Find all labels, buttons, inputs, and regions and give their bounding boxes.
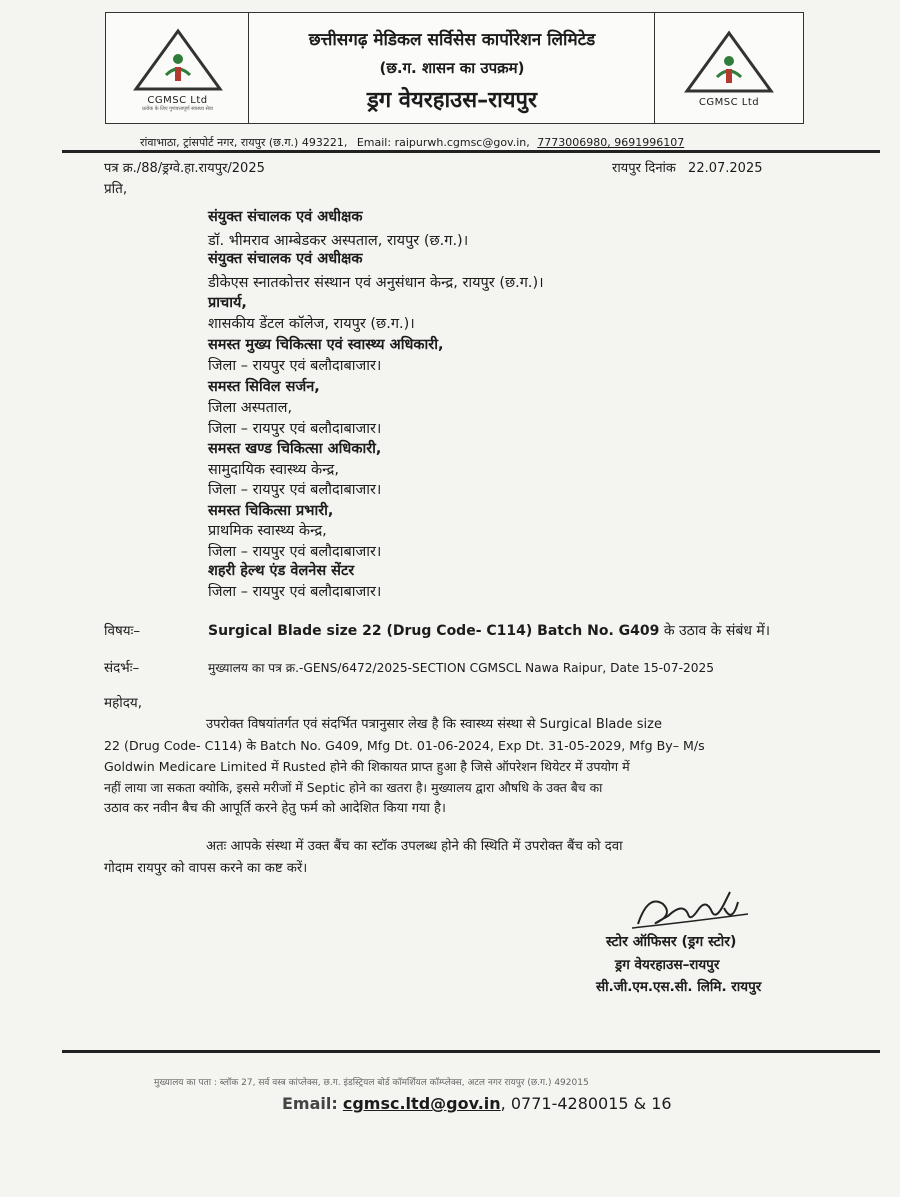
subject-line <box>208 622 770 640</box>
govt-undertaking: (छ.ग. शासन का उपक्रम) <box>379 59 525 77</box>
contact-phones: 7773006980, 9691996107 <box>537 136 685 149</box>
cgmsc-logo-icon <box>679 27 779 97</box>
place-date-label: रायपुर दिनांक <box>612 161 676 176</box>
recipient-line: डीकेएस स्नातकोत्तर संस्थान एवं अनुसंधान केन्द्र, रायपुर (छ.ग.)। <box>208 275 544 291</box>
body-paragraph-line: अतः आपके संस्था में उक्त बैंच का स्टॉक उपलब्ध होने की स्थिति में उपरोक्त बैंच को दवा <box>206 839 623 854</box>
signature-icon <box>628 884 758 934</box>
subject-rest: के उठाव के संबंध में। <box>663 623 771 639</box>
recipient-line: जिला – रायपुर एवं बलौदाबाजार। <box>208 421 382 437</box>
footer-email[interactable]: cgmsc.ltd@gov.in <box>342 1094 501 1113</box>
contact-email[interactable]: raipurwh.cgmsc@gov.in, <box>394 136 530 149</box>
recipient-line: जिला – रायपुर एवं बलौदाबाजार। <box>208 584 382 600</box>
footer-divider <box>62 1050 880 1053</box>
contact-email-label: Email: <box>356 136 392 149</box>
salutation: महोदय, <box>104 695 143 711</box>
body-paragraph-line: गोदाम रायपुर को वापस करने का कष्ट करें। <box>104 861 308 876</box>
header-divider <box>62 150 880 153</box>
letter-date: 22.07.2025 <box>688 161 763 176</box>
recipient-title: संयुक्त संचालक एवं अधीक्षक <box>208 209 363 225</box>
recipient-title: शहरी हेल्थ एंड वेलनेस सेंटर <box>208 563 355 579</box>
recipient-line: प्राथमिक स्वास्थ्य केन्द्र, <box>208 523 327 539</box>
cgmsc-logo-icon <box>128 25 228 95</box>
subject-bold: Surgical Blade size 22 (Drug Code- C114) Batch No. G409 <box>208 623 660 639</box>
logo-text-left: CGMSC Ltd <box>147 95 208 106</box>
recipient-line: जिला – रायपुर एवं बलौदाबाजार। <box>208 482 382 498</box>
office-name: ड्रग वेयरहाउस–रायपुर <box>366 88 538 113</box>
subject-label: विषयः– <box>104 623 141 639</box>
signatory-office: ड्रग वेयरहाउस–रायपुर <box>615 957 720 973</box>
hq-address: मुख्यालय का पता : ब्लॉक 27, सर्व वस्त्र कांप्लेक्स, छ.ग. इंडस्ट्रियल बोर्ड कॉमर्शियल कॉम्प्लेक्स, अटल नगर रायपुर (छ.ग.) 492015 <box>154 1078 589 1088</box>
header-title-box <box>248 12 656 124</box>
to-label: प्रति, <box>104 181 128 197</box>
recipient-title: समस्त चिकित्सा प्रभारी, <box>208 503 334 519</box>
recipient-line: शासकीय डेंटल कॉलेज, रायपुर (छ.ग.)। <box>208 316 415 332</box>
recipient-line: सामुदायिक स्वास्थ्य केन्द्र, <box>208 462 339 478</box>
body-paragraph-line: 22 (Drug Code- C114) के Batch No. G409, Mfg Dt. 01-06-2024, Exp Dt. 31-05-2029, Mfg By– M/s <box>104 738 705 753</box>
signatory-org: सी.जी.एम.एस.सी. लिमि. रायपुर <box>596 979 762 995</box>
footer-contact <box>282 1095 672 1113</box>
recipient-title: समस्त मुख्य चिकित्सा एवं स्वास्थ्य अधिकारी, <box>208 337 444 353</box>
recipient-line: जिला – रायपुर एवं बलौदाबाजार। <box>208 358 382 374</box>
reference-label: संदर्भः– <box>104 660 140 676</box>
logo-tagline: प्रत्येक के लिए गुणवत्तापूर्ण स्वास्थ्य सेवा <box>142 106 213 112</box>
logo-text-right: CGMSC Ltd <box>698 97 760 108</box>
logo-box-left <box>105 12 250 124</box>
footer-phones: , 0771-4280015 & 16 <box>500 1094 672 1113</box>
contact-address: रांवाभाठा, ट्रांसपोर्ट नगर, रायपुर (छ.ग.) 493221, <box>140 136 348 149</box>
reference-text: मुख्यालय का पत्र क्र.-GENS/6472/2025-SECTION CGMSCL Nawa Raipur, Date 15-07-2025 <box>208 661 714 675</box>
org-name: छत्तीसगढ़ मेडिकल सर्विसेस कार्पोरेशन लिमिटेड <box>308 30 596 50</box>
recipient-title: समस्त खण्ड चिकित्सा अधिकारी, <box>208 441 382 457</box>
reference-number: पत्र क्र./88/ड्रग्वे.हा.रायपुर/2025 <box>104 161 265 176</box>
recipient-line: जिला – रायपुर एवं बलौदाबाजार। <box>208 544 382 560</box>
recipient-title: समस्त सिविल सर्जन, <box>208 379 320 395</box>
body-paragraph-line: नहीं लाया जा सकता क्योकि, इससे मरीजों में Septic होने का खतरा है। मुख्यालय द्वारा औषधि के उक्त बैच का <box>104 780 603 795</box>
logo-box-right <box>654 12 804 124</box>
recipient-line: जिला अस्पताल, <box>208 400 293 416</box>
footer-email-label: Email: <box>282 1094 338 1113</box>
place-date <box>612 160 762 178</box>
recipient-title: संयुक्त संचालक एवं अधीक्षक <box>208 251 363 267</box>
body-paragraph-line: उठाव कर नवीन बैच की आपूर्ति करने हेतु फर्म को आदेशित किया गया है। <box>104 801 446 816</box>
body-paragraph-line: उपरोक्त विषयांतर्गत एवं संदर्भित पत्रानुसार लेख है कि स्वास्थ्य संस्था से Surgical Blade size <box>206 717 662 732</box>
recipient-line: डॉ. भीमराव आम्बेडकर अस्पताल, रायपुर (छ.ग.)। <box>208 233 469 249</box>
signatory-designation: स्टोर ऑफिसर (ड्रग स्टोर) <box>606 934 737 950</box>
recipient-title: प्राचार्य, <box>208 295 247 311</box>
body-paragraph-line: Goldwin Medicare Limited में Rusted होने की शिकायत प्राप्त हुआ है जिसे ऑपरेशन थियेटर में उपयोग में <box>104 759 630 774</box>
